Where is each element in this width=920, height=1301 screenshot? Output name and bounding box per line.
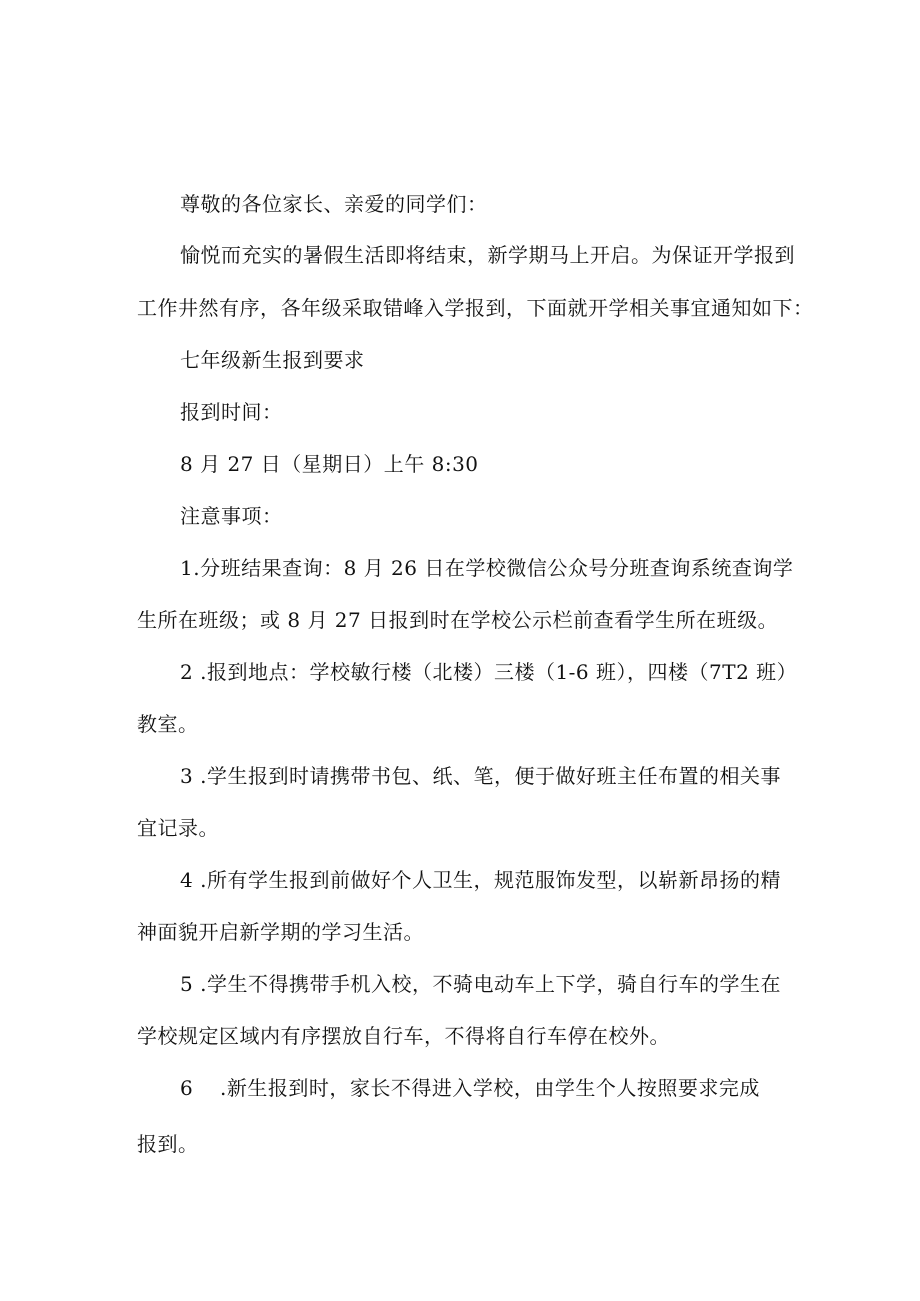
list-item-1-text: 分班结果查询：8 月 26 日在学校微信公众号分班查询系统查询学 <box>200 556 794 580</box>
list-item-6-text: .新生报到时，家长不得进入学校，由学生个人按照要求完成 <box>220 1076 760 1100</box>
list-item-1-line-1 <box>180 554 793 582</box>
time-value: 8 月 27 日（星期日）上午 8:30 <box>180 452 479 476</box>
list-item-5-line-2: 学校规定区域内有序摆放自行车，不得将自行车停在校外。 <box>137 1024 670 1048</box>
list-item-4-line-1 <box>180 866 781 894</box>
list-item-2-text: 报到地点：学校敏行楼（北楼）三楼（1-6 班），四楼（7T2 班） <box>206 660 798 684</box>
intro-line-1: 愉悦而充实的暑假生活即将结束，新学期马上开启。为保证开学报到 <box>180 243 795 267</box>
list-item-4-text: 所有学生报到前做好个人卫生，规范服饰发型，以崭新昂扬的精 <box>206 868 781 892</box>
list-item-3-text: 学生报到时请携带书包、纸、笔，便于做好班主任布置的相关事 <box>206 764 781 788</box>
section-title: 七年级新生报到要求 <box>180 348 365 372</box>
list-item-6-number: 6 <box>180 1076 194 1100</box>
list-item-5-number: 5 . <box>180 972 207 996</box>
intro-line-2: 工作井然有序，各年级采取错峰入学报到，下面就开学相关事宜通知如下： <box>137 296 814 320</box>
list-item-1-number: 1. <box>180 556 201 580</box>
list-item-5-text: 学生不得携带手机入校，不骑电动车上下学，骑自行车的学生在 <box>206 972 781 996</box>
list-item-3-number: 3 . <box>180 764 207 788</box>
list-item-2-line-2: 教室。 <box>137 712 199 736</box>
list-item-1-line-2: 生所在班级；或 8 月 27 日报到时在学校公示栏前查看学生所在班级。 <box>137 608 779 632</box>
list-item-5-line-1 <box>180 970 781 998</box>
list-item-6-line-1 <box>180 1074 760 1102</box>
list-item-2-number: 2 . <box>180 660 207 684</box>
list-item-3-line-1 <box>180 762 781 790</box>
time-label: 报到时间： <box>180 400 283 424</box>
list-item-6-line-2: 报到。 <box>137 1132 199 1156</box>
list-item-4-line-2: 神面貌开启新学期的学习生活。 <box>137 920 424 944</box>
list-item-2-line-1 <box>180 658 797 686</box>
notes-label: 注意事项： <box>180 504 283 528</box>
greeting: 尊敬的各位家长、亲爱的同学们： <box>180 192 488 216</box>
list-item-3-line-2: 宜记录。 <box>137 816 219 840</box>
list-item-4-number: 4 . <box>180 868 207 892</box>
